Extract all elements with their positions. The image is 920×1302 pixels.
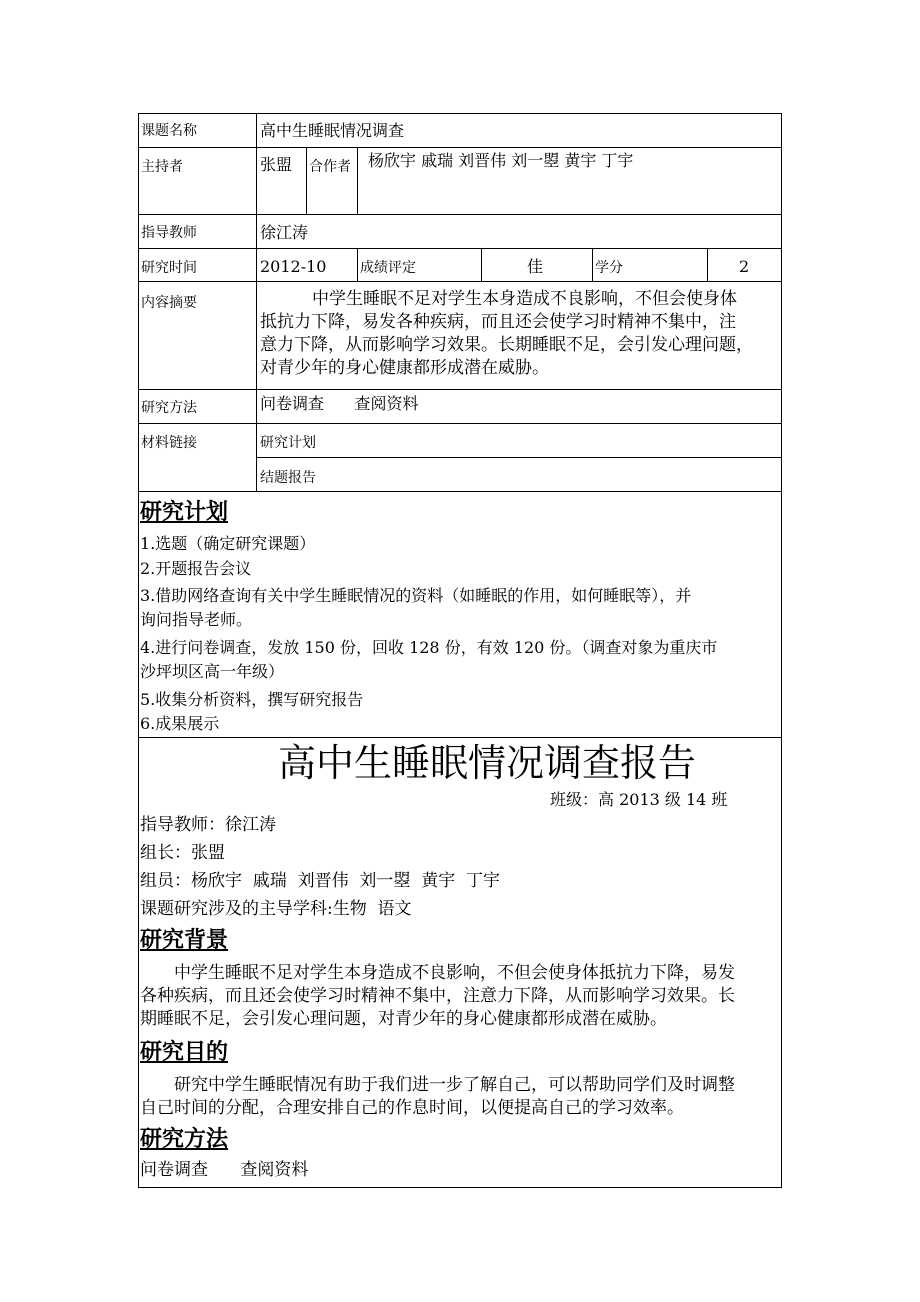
table-rule	[481, 248, 482, 281]
summary-line: 意力下降，从而影响学习效果。长期睡眠不足，会引发心理问题，	[260, 335, 753, 355]
summary-line: 对青少年的身心健康都形成潜在威胁。	[260, 358, 549, 378]
report-title: 高中生睡眠情况调查报告	[277, 741, 696, 785]
method-label: 研究方法	[141, 400, 197, 416]
coauthor-value: 杨欣宇 戚瑞 刘晋伟 刘一曌 黄宇 丁宇	[368, 151, 634, 170]
table-rule	[138, 423, 782, 424]
table-rule	[138, 147, 782, 148]
time-value: 2012-10	[260, 257, 327, 276]
purpose-heading: 研究目的	[140, 1040, 229, 1065]
coauthor-label: 合作者	[309, 159, 351, 175]
table-rule	[138, 281, 782, 282]
table-rule	[256, 113, 257, 491]
plan-heading: 研究计划	[140, 500, 229, 525]
topic-value: 高中生睡眠情况调查	[260, 121, 405, 140]
credit-value: 2	[739, 257, 750, 276]
table-rule	[707, 248, 708, 281]
links-label: 材料链接	[141, 435, 197, 451]
summary-line: 抵抗力下降，易发各种疾病，而且还会使学习时精神不集中，注	[260, 312, 736, 332]
table-border-right	[781, 113, 782, 1188]
plan-item: 5.收集分析资料，撰写研究报告	[140, 690, 364, 709]
purpose-line: 研究中学生睡眠情况有助于我们进一步了解自己，可以帮助同学们及时调整	[174, 1075, 735, 1095]
topic-label: 课题名称	[141, 123, 197, 139]
table-rule	[138, 389, 782, 390]
grade-value: 佳	[527, 257, 544, 276]
credit-label: 学分	[595, 260, 623, 276]
method-value: 问卷调查 查阅资料	[260, 394, 419, 413]
method-heading: 研究方法	[140, 1127, 229, 1152]
background-text	[140, 962, 780, 1031]
summary-text	[260, 288, 780, 380]
table-rule	[138, 737, 782, 738]
host-label: 主持者	[141, 159, 183, 175]
table-rule	[357, 147, 358, 214]
link-final-report[interactable]: 结题报告	[260, 470, 316, 486]
advisor-label: 指导教师	[141, 225, 197, 241]
host-value: 张盟	[260, 155, 293, 174]
table-rule	[306, 147, 307, 214]
method-line: 问卷调查 查阅资料	[140, 1160, 309, 1180]
background-line: 中学生睡眠不足对学生本身造成不良影响，不但会使身体抵抗力下降，易发	[174, 963, 735, 983]
leader-line: 组长：张盟	[140, 843, 225, 863]
advisor-value: 徐江涛	[260, 223, 309, 242]
time-label: 研究时间	[141, 260, 197, 276]
background-heading: 研究背景	[140, 928, 229, 953]
table-rule	[138, 214, 782, 215]
summary-label: 内容摘要	[141, 295, 197, 311]
background-line: 期睡眠不足，会引发心理问题，对青少年的身心健康都形成潜在威胁。	[140, 1009, 667, 1029]
table-border-left	[138, 113, 139, 1188]
table-rule	[592, 248, 593, 281]
plan-item: 3.借助网络查询有关中学生睡眠情况的资料（如睡眠的作用，如何睡眠等），并	[140, 586, 692, 605]
plan-item: 4.进行问卷调查，发放 150 份，回收 128 份，有效 120 份。（调查对象为重庆市	[140, 638, 718, 657]
grade-label: 成绩评定	[360, 260, 416, 276]
advisor-line: 指导教师：徐江涛	[140, 815, 276, 835]
table-rule	[138, 491, 782, 492]
members-line: 组员：杨欣宇 戚瑞 刘晋伟 刘一曌 黄宇 丁宇	[140, 871, 501, 891]
purpose-text	[140, 1074, 780, 1120]
purpose-line: 自己时间的分配，合理安排自己的作息时间，以便提高自己的学习效率。	[140, 1098, 684, 1118]
link-plan[interactable]: 研究计划	[260, 435, 316, 451]
background-line: 各种疾病，而且还会使学习时精神不集中，注意力下降，从而影响学习效果。长	[140, 986, 735, 1006]
class-line: 班级：高 2013 级 14 班	[550, 790, 728, 809]
subjects-line: 课题研究涉及的主导学科:生物 语文	[140, 899, 412, 919]
table-rule	[138, 113, 782, 114]
plan-item: 询问指导老师。	[140, 610, 253, 629]
summary-line: 中学生睡眠不足对学生本身造成不良影响，不但会使身体	[312, 289, 737, 309]
table-rule	[256, 457, 782, 458]
plan-item: 沙坪坝区高一年级）	[140, 662, 285, 681]
plan-item: 2.开题报告会议	[140, 559, 252, 578]
table-rule	[357, 248, 358, 281]
table-rule	[138, 1187, 782, 1188]
plan-item: 1.选题（确定研究课题）	[140, 534, 316, 553]
table-rule	[138, 248, 782, 249]
plan-item: 6.成果展示	[140, 714, 220, 733]
